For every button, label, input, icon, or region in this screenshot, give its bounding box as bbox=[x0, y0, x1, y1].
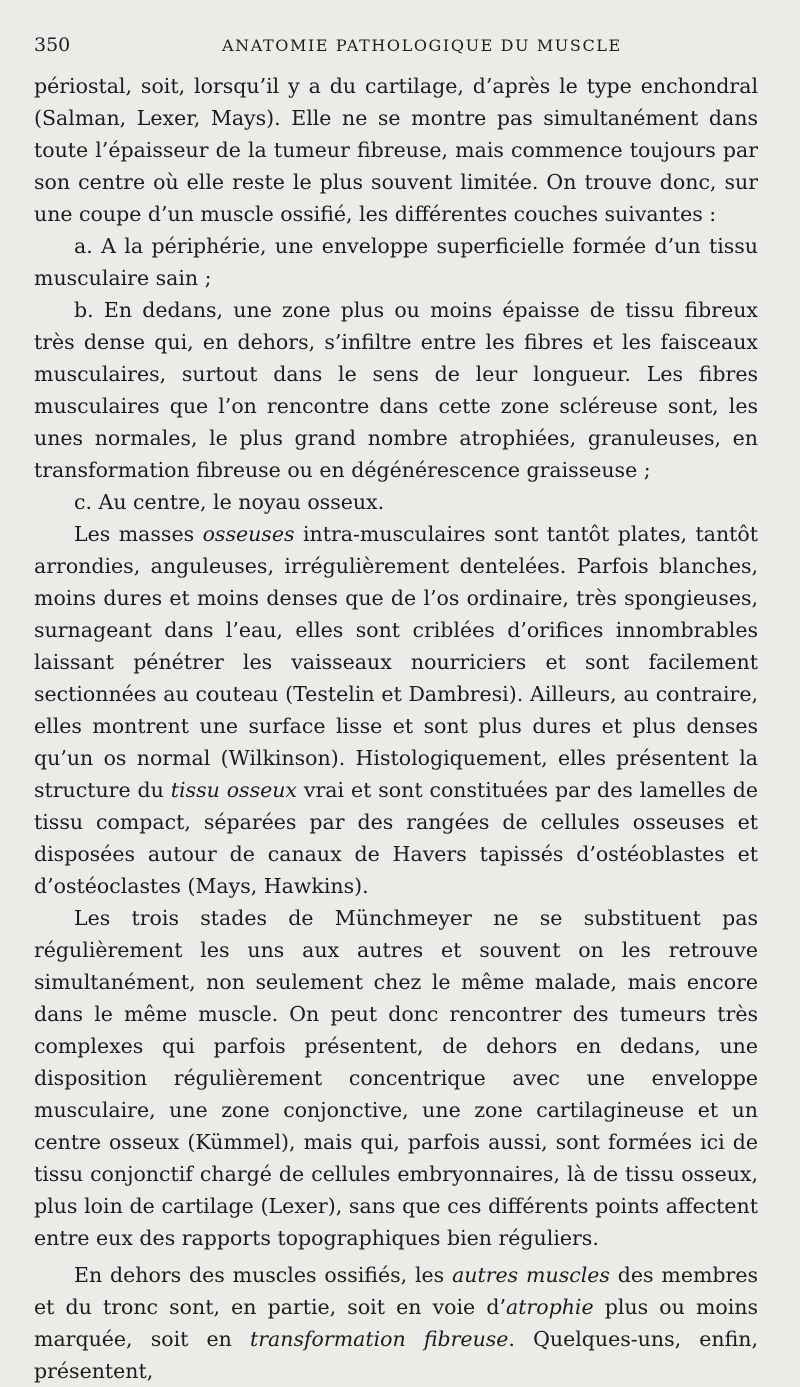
list-item-c: c. Au centre, le noyau osseux. bbox=[74, 490, 385, 514]
paragraph-three-stages: Les trois stades de Münchmeyer ne se substituent pas régulièrement les uns aux autres et souvent on les retrouve simultanément, non seulement chez le même malade, mais encore dans le même muscle. On peut donc rencontrer des tumeurs très complexes qui parfois présentent, de dehors en dedans, une disposition régulièrement concentrique avec une enveloppe musculaire, une zone conjonctive, une zone cartilagineuse et un centre osseux (Kümmel), mais qui, parfois aussi, sont formées ici de tissu conjonctif chargé de cellules embryonnaires, là de tissu osseux, plus loin de cartilage (Lexer), sans que ces différents points affectent entre eux des rapports topographiques bien réguliers. bbox=[34, 906, 758, 1250]
list-item-b: b. En dedans, une zone plus ou moins épaisse de tissu fibreux très dense qui, en dehors, s’infiltre entre les fibres et les faisceaux musculaires, surtout dans le sens de leur longueur. Les fibres musculaires que l’on rencontre dans cette zone scléreuse sont, les unes normales, le plus grand nombre atrophiées, granuleuses, en transformation fibreuse ou en dégénérescence graisseuse ; bbox=[34, 298, 758, 482]
italic-term: autres muscles bbox=[452, 1263, 610, 1287]
italic-term: tissu osseux bbox=[170, 778, 297, 802]
page-number: 350 bbox=[34, 34, 71, 56]
italic-term: atrophie bbox=[505, 1295, 594, 1319]
list-item-a: a. A la périphérie, une enveloppe superficielle formée d’un tissu musculaire sain ; bbox=[34, 234, 758, 290]
paragraph-osseous-masses: Les masses osseuses intra-musculaires sont tantôt plates, tantôt arrondies, anguleuses, irrégulièrement dentelées. Parfois blanches, moins dures et moins denses que de l’os ordinaire, très spongieuses, surnageant dans l’eau, elles sont criblées d’orifices innombrables laissant pénétrer les vaisseaux nourriciers et sont facilement sectionnées au couteau (Testelin et Dambresi). Ailleurs, au contraire, elles montrent une surface lisse et sont plus dures et plus denses qu’un os normal (Wilkinson). Histologiquement, elles présentent la structure du tissu osseux vrai et sont constituées par des lamelles de tissu compact, séparées par des rangées de cellules osseuses et disposées autour de canaux de Havers tapissés d’ostéoblastes et d’ostéoclastes (Mays, Hawkins). bbox=[34, 522, 759, 898]
paragraph-continuation: périostal, soit, lorsqu’il y a du cartilage, d’après le type enchondral (Salman, Lexer, Mays). Elle ne se montre pas simultanément dans toute l’épaisseur de la tumeur fibreuse, mais commence toujours par son centre où elle reste le plus souvent limitée. On trouve donc, sur une coupe d’un muscle ossifié, les différentes couches suivantes : bbox=[34, 74, 758, 226]
italic-term: osseuses bbox=[202, 522, 295, 546]
body-text bbox=[34, 70, 758, 1387]
running-head bbox=[34, 34, 770, 60]
paragraph-other-muscles: En dehors des muscles ossifiés, les autres muscles des membres et du tronc sont, en partie, soit en voie d’atrophie plus ou moins marquée, soit en transformation fibreuse. Quelques-uns, enfin, présentent, bbox=[34, 1263, 759, 1383]
running-title: ANATOMIE PATHOLOGIQUE DU MUSCLE bbox=[222, 36, 622, 55]
italic-term: transformation fibreuse bbox=[249, 1327, 509, 1351]
